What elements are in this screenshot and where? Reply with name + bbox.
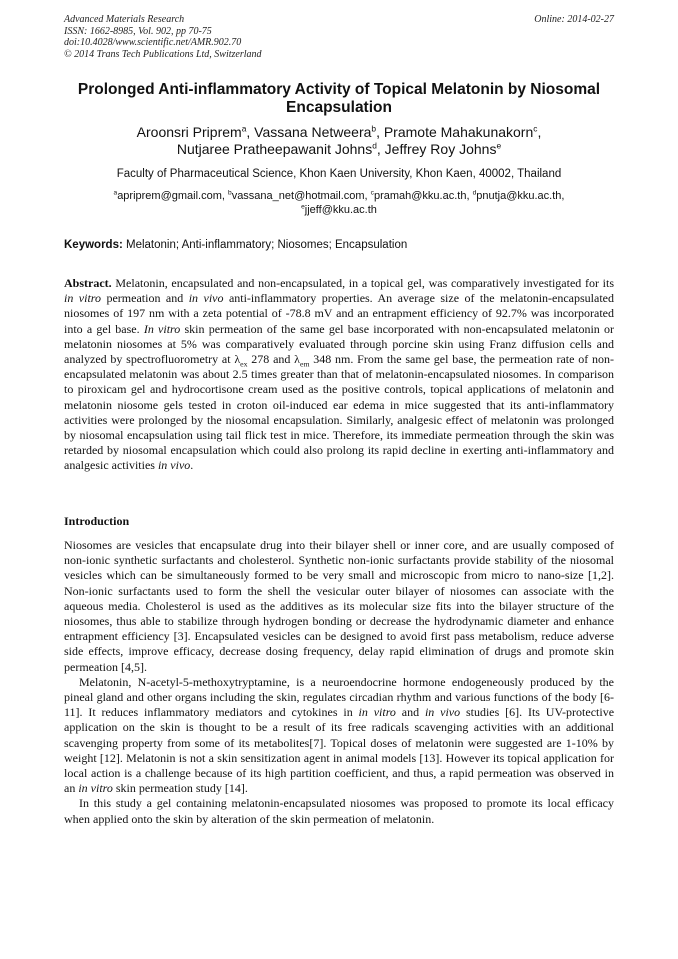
paragraph-text: Melatonin, N-acetyl-5-methoxytryptamine, is a neuroendocrine hormone endogeneously produced by the pineal gland and other organs including the skin, regulates circadian rhythm and various functions of the body [6-11]. It reduces inflammatory mediators and cytokines in <box>64 674 614 720</box>
keywords-text: Melatonin; Anti-inflammatory; Niosomes; Encapsulation <box>126 239 408 251</box>
email-link[interactable]: pramah@kku.ac.th <box>373 190 467 202</box>
keywords-line <box>64 239 614 251</box>
paragraph-text: and <box>395 705 425 720</box>
email-list: $^a$apriprem@gmail.com, $^b$vassana_net@hotmail.com, $^c$pramah@kku.ac.th, $^d$pnutja@kku.ac.th, $^e$jjeff@kku.ac.th <box>113 189 565 216</box>
keywords-label: Keywords: <box>64 239 123 251</box>
email-link[interactable]: pnutja@kku.ac.th <box>476 190 562 202</box>
introduction-body <box>64 538 614 827</box>
abstract <box>64 276 614 474</box>
online-date: Online: 2014-02-27 <box>534 14 614 25</box>
paragraph-text: studies [6]. Its UV-protective application on the skin is thought to be a result of its free radicals scavenging activities with an additional scavenging property from some of its metabolites[7]. Topical doses of melatonin were suggested are 1-10% by weight [12]. Melatonin is not a skin sensitization agent in animal models [13]. However its topical application for local action is a challenge because of its high partition coefficient, and thus, a rapid permeation was observed in an <box>64 705 615 796</box>
email-link[interactable]: vassana_net@hotmail.com <box>231 190 365 202</box>
paragraph-italic: in vivo <box>424 705 461 720</box>
paper-title: Prolonged Anti-inflammatory Activity of Topical Melatonin by Niosomal Encapsulation <box>77 81 601 116</box>
doi-line: doi:10.4028/www.scientific.net/AMR.902.70 <box>64 37 242 48</box>
intro-paragraph-2 <box>64 675 614 797</box>
email-marker: b <box>228 189 232 197</box>
author-name: Pramote Mahakunakorn <box>383 124 534 140</box>
abstract-subscript: em <box>299 359 310 369</box>
author-marker: a <box>241 123 247 134</box>
copyright-line: © 2014 Trans Tech Publications Ltd, Switzerland <box>64 48 262 60</box>
abstract-text: anti-inflammatory properties. An average size of the melatonin-encapsulated niosomes of 197 nm with a zeta potential of -78.8 mV and an entrapment efficiency of 92.7% was incorporated into a gel base. <box>64 291 614 336</box>
journal-header <box>64 14 262 60</box>
author-name: Jeffrey Roy Johns <box>384 141 497 157</box>
intro-paragraph-1: Niosomes are vesicles that encapsulate drug into their bilayer shell or inner core, and are usually composed of non-ionic synthetic surfactants and cholesterol. Synthetic non-ionic surfactants provide stability of the niosomal vesicles which can be simultaneously formed to be very small and microscopic from micro to nano-size [1,2]. Non-ionic surfactants used to form the shell the vesicular outer bilayer of niosomes can associate with the aqueous media. Cholesterol is used as the additives as its molecular size fits into the bilayer structure of the niosomes, thus able to stabilize through hydrogen bonding or decrease the hydrodynamic diameter and enhance entrapment efficiency [3]. Encapsulated vesicles can be designed to avoid first pass metabolism, reduce adverse side effects, improve efficacy, decrease dosing frequency, delay rapid elimination of drugs and promote skin permeation [4,5]. <box>64 538 614 674</box>
introduction-heading: Introduction <box>64 514 130 528</box>
author-name: Nutjaree Pratheepawanit Johns <box>176 141 373 157</box>
abstract-italic: In vitro <box>143 321 181 336</box>
intro-paragraph-3: In this study a gel containing melatonin-encapsulated niosomes was proposed to promote its local efficacy when applied onto the skin by alteration of the skin permeation of melatonin. <box>64 796 614 826</box>
abstract-italic: in vitro <box>64 291 102 306</box>
affiliation: Faculty of Pharmaceutical Science, Khon Kaen University, Khon Kaen, 40002, Thailand <box>116 168 562 180</box>
abstract-subscript: ex <box>240 359 248 369</box>
paragraph-text: skin permeation study [14]. <box>112 781 248 796</box>
issn-line: ISSN: 1662-8985, Vol. 902, pp 70-75 <box>64 25 212 37</box>
author-marker: b <box>371 123 377 134</box>
author-name: Vassana Netweera <box>254 124 372 140</box>
email-link[interactable]: jjeff@kku.ac.th <box>304 204 377 216</box>
author-marker: d <box>372 140 377 151</box>
author-list: Aroonsri Priprem$^a$, Vassana Netweera$^b$, Pramote Mahakunakorn$^c$, Nutjaree Pratheepawanit Johns$^d$, Jeffrey Roy Johns$^e$ <box>136 123 542 157</box>
email-marker: d <box>472 189 477 197</box>
abstract-text: 348 nm. From the same gel base, the permeation rate of non-encapsulated melatonin was about 2.5 times greater than that of melatonin-encapsulated niosomes. In comparison to piroxicam gel and hydrocortisone cream used as the positive controls, topical applications of melatonin and melatonin niosome gels tested in croton oil-induced ear edema in mice suggested that its anti-inflammatory activities were prolonged by the niosomal encapsulation. Similarly, analgesic effect of melatonin was prolonged by niosomal encapsulation using tail flick test in mice. Therefore, its immediate permeation through the skin was retarded by niosomal encapsulation which could also prolong its rapid decline in exerting anti-inflammatory and analgesic activities <box>64 352 614 473</box>
email-link[interactable]: apriprem@gmail.com <box>117 190 222 202</box>
email-marker: e <box>301 203 305 211</box>
abstract-italic: in vivo <box>157 458 191 473</box>
abstract-label: Abstract. <box>64 276 112 290</box>
abstract-text: skin permeation of the same gel base incorporated with non-encapsulated melatonin or melatonin niosomes at 5% was comparatively evaluated through porcine skin using Franz diffusion cells and analyzed by spectrofluorometry at λ <box>64 321 614 367</box>
author-name: Aroonsri Priprem <box>136 124 242 140</box>
email-marker: a <box>113 189 118 197</box>
paragraph-italic: in vitro <box>78 781 113 796</box>
author-marker: e <box>496 140 502 151</box>
abstract-italic: in vivo <box>188 291 224 306</box>
paragraph-italic: in vitro <box>358 705 396 720</box>
email-marker: c <box>370 189 374 197</box>
author-marker: c <box>533 123 538 134</box>
abstract-text: Melatonin, encapsulated and non-encapsulated, in a topical gel, was comparatively investigated for its <box>115 276 615 290</box>
abstract-text: . <box>190 458 194 473</box>
abstract-text: 278 and λ <box>247 352 300 367</box>
journal-name: Advanced Materials Research <box>64 14 185 25</box>
abstract-text: permeation and <box>101 291 189 306</box>
